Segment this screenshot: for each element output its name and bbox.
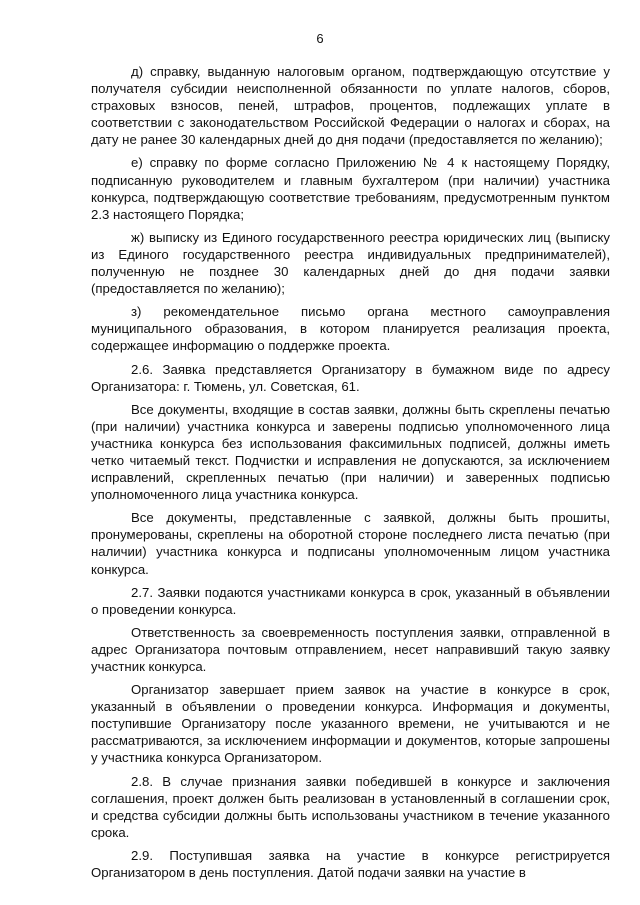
paragraph-clause-2-7: 2.7. Заявки подаются участниками конкурса в срок, указанный в объявлении о проведении конкурса. [91,584,610,617]
paragraph-item-d: д) справку, выданную налоговым органом, подтверждающую отсутствие у получателя субсидии неисполненной обязанности по уплате налогов, сборов, страховых взносов, пеней, штрафов, процентов, подлежащих уплате в соответствии с законодательством Российской Федерации о налогах и сборах, на дату не ранее 30 календарных дней до дня подачи (предоставляется по желанию); [91,64,610,148]
page-number: 6 [316,31,324,46]
paragraph-item-e: е) справку по форме согласно Приложению № 4 к настоящему Порядку, подписанную руководителем и главным бухгалтером (при наличии) участника конкурса, подтверждающую соответствие требованиям, предусмотренным пунктом 2.3 настоящего Порядка; [91,155,610,222]
paragraph-item-z: з) рекомендательное письмо органа местного самоуправления муниципального образования, в котором планируется реализация проекта, содержащее информацию о поддержке проекта. [91,304,610,354]
paragraph-organizer-deadline: Организатор завершает прием заявок на участие в конкурсе в срок, указанный в объявлении о проведении конкурса. Информация и документы, поступившие Организатору после указанного времени, не учитываются и не рассматриваются, за исключением информации и документов, которые запрошены у участника конкурса Организатором. [91,682,610,766]
paragraph-clause-2-9: 2.9. Поступившая заявка на участие в конкурсе регистрируется Организатором в день поступления. Датой подачи заявки на участие в [91,847,610,881]
document-body [91,63,610,887]
paragraph-clause-2-6: 2.6. Заявка представляется Организатору в бумажном виде по адресу Организатора: г. Тюмень, ул. Советская, 61. [91,361,610,394]
paragraph-responsibility: Ответственность за своевременность поступления заявки, отправленной в адрес Организатора почтовым отправлением, несет направивший такую заявку участник конкурса. [91,624,610,674]
paragraph-documents-stitched: Все документы, представленные с заявкой, должны быть прошиты, пронумерованы, скреплены на оборотной стороне последнего листа печатью (при наличии) участника конкурса и подписаны уполномоченным лицом участника конкурса. [91,510,610,577]
paragraph-clause-2-8: 2.8. В случае признания заявки победившей в конкурсе и заключения соглашения, проект должен быть реализован в установленный в соглашении срок, и средства субсидии должны быть использованы участником в течение указанного срока. [91,773,610,840]
paragraph-documents-seal: Все документы, входящие в состав заявки, должны быть скреплены печатью (при наличии) участника конкурса и заверены подписью уполномоченного лица участника конкурса без использования факсимильных подписей, должны иметь четко читаемый текст. Подчистки и исправления не допускаются, за исключением исправлений, скрепленных печатью (при наличии) и заверенных подписью уполномоченного лица участника конкурса. [91,401,610,503]
paragraph-item-zh: ж) выписку из Единого государственного реестра юридических лиц (выписку из Единого государственного реестра индивидуальных предпринимателей), полученную не позднее 30 календарных дней до дня подачи заявки (предоставляется по желанию); [91,229,610,297]
